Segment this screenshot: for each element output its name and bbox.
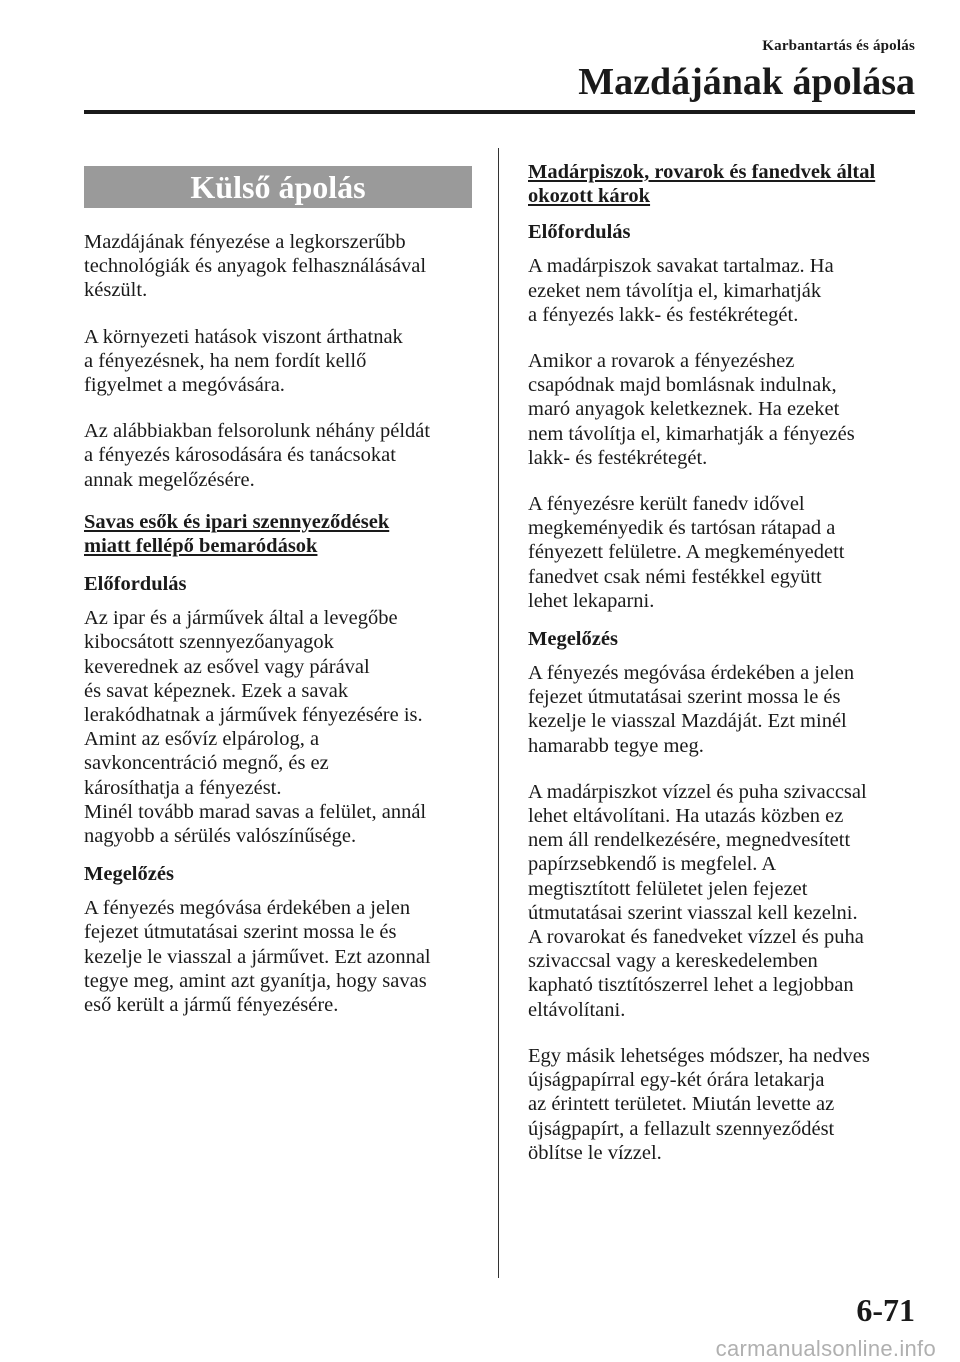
occurrence-paragraph-2: Amikor a rovarok a fényezéshez csapódnak majd bomlásnak indulnak, maró anyagok keletkeznek. Ha ezeket nem távolítja el, kimarhatják a fényezés lakk- és festékrétegét.: [528, 350, 855, 469]
header-rule: [84, 110, 915, 114]
acid-rain-prevention-label: Megelőzés: [84, 863, 174, 886]
chapter-subtitle: Karbantartás és ápolás: [762, 38, 915, 54]
bird-droppings-heading: Madárpiszok, rovarok és fanedvek által okozott károk: [528, 161, 876, 208]
page-number: 6-71: [856, 1292, 915, 1328]
prevention-paragraph-3: Egy másik lehetséges módszer, ha nedves újságpapírral egy-két órára letakarja az érintett területet. Miután levette az újságpapírt, a fellazult szennyeződést öblítse le vízzel.: [528, 1044, 870, 1164]
intro-paragraph-3: Az alábbiakban felsorolunk néhány példát a fényezés károsodására és tanácsokat annak megelőzésére.: [84, 420, 431, 491]
prevention-paragraph-2: A madárpiszkot vízzel és puha szivaccsal lehet eltávolítani. Ha utazás közben ez nem áll rendelkezésére, megnedvesített papírzsebkendő is megfelel. A megtisztított felületet jelen fejezet útmutatásai szerint viasszal kell kezelni. A rovarokat és fanedveket vízzel és puha szivaccsal vagy a kereskedelemben kapható tisztítószerrel lehet a legjobban eltávolítani.: [528, 780, 867, 1021]
prevention-paragraph-1: A fényezés megóvása érdekében a jelen fejezet útmutatásai szerint mossa le és kezelje le viasszal Mazdáját. Ezt minél hamarabb tegye meg.: [528, 662, 855, 757]
section-title-banner: Külső ápolás: [84, 166, 472, 208]
occurrence-paragraph-3: A fényezésre került fanedv idővel megkeményedik és tartósan rátapad a fényezett felületre. A megkeményedett fanedvet csak némi festékkel együtt lehet lekaparni.: [528, 493, 845, 612]
right-column: [528, 160, 923, 1187]
intro-paragraph-2: A környezeti hatások viszont árthatnak a fényezésnek, ha nem fordít kellő figyelmet a megóvására.: [84, 325, 403, 397]
left-column: [84, 166, 472, 1039]
occurrence-paragraph-1: A madárpiszok savakat tartalmaz. Ha ezeket nem távolítja el, kimarhatják a fényezés lakk- és festékrétegét.: [528, 255, 834, 326]
acid-rain-prevention-text: A fényezés megóvása érdekében a jelen fejezet útmutatásai szerint mossa le és kezelje le viasszal a járművet. Ezt azonnal tegye meg, amint azt gyanítja, hogy savas eső került a jármű fényezésére.: [84, 897, 431, 1017]
page-title: Mazdájának ápolása: [578, 61, 915, 103]
acid-rain-heading: Savas esők és ipari szennyeződések miatt fellépő bemaródások: [84, 510, 390, 558]
watermark: carmanualsonline.info: [715, 1336, 936, 1361]
acid-rain-occurrence-label: Előfordulás: [84, 573, 187, 596]
column-divider: [498, 148, 499, 1278]
intro-paragraph-1: Mazdájának fényezése a legkorszerűbb technológiák és anyagok felhasználásával készült.: [84, 231, 427, 302]
acid-rain-occurrence-text: Az ipar és a járművek által a levegőbe kibocsátott szennyezőanyagok keverednek az esővel vagy párával és savat képeznek. Ezek a savak lerakódhatnak a járművek fényezésére is. Amint az esővíz elpárolog, a savkoncentráció megnő, és ez károsíthatja a fényezést. Minél tovább marad savas a felület, annál nagyobb a sérülés valószínűsége.: [84, 607, 427, 848]
bird-droppings-occurrence-label: Előfordulás: [528, 221, 631, 244]
bird-droppings-prevention-label: Megelőzés: [528, 628, 618, 651]
